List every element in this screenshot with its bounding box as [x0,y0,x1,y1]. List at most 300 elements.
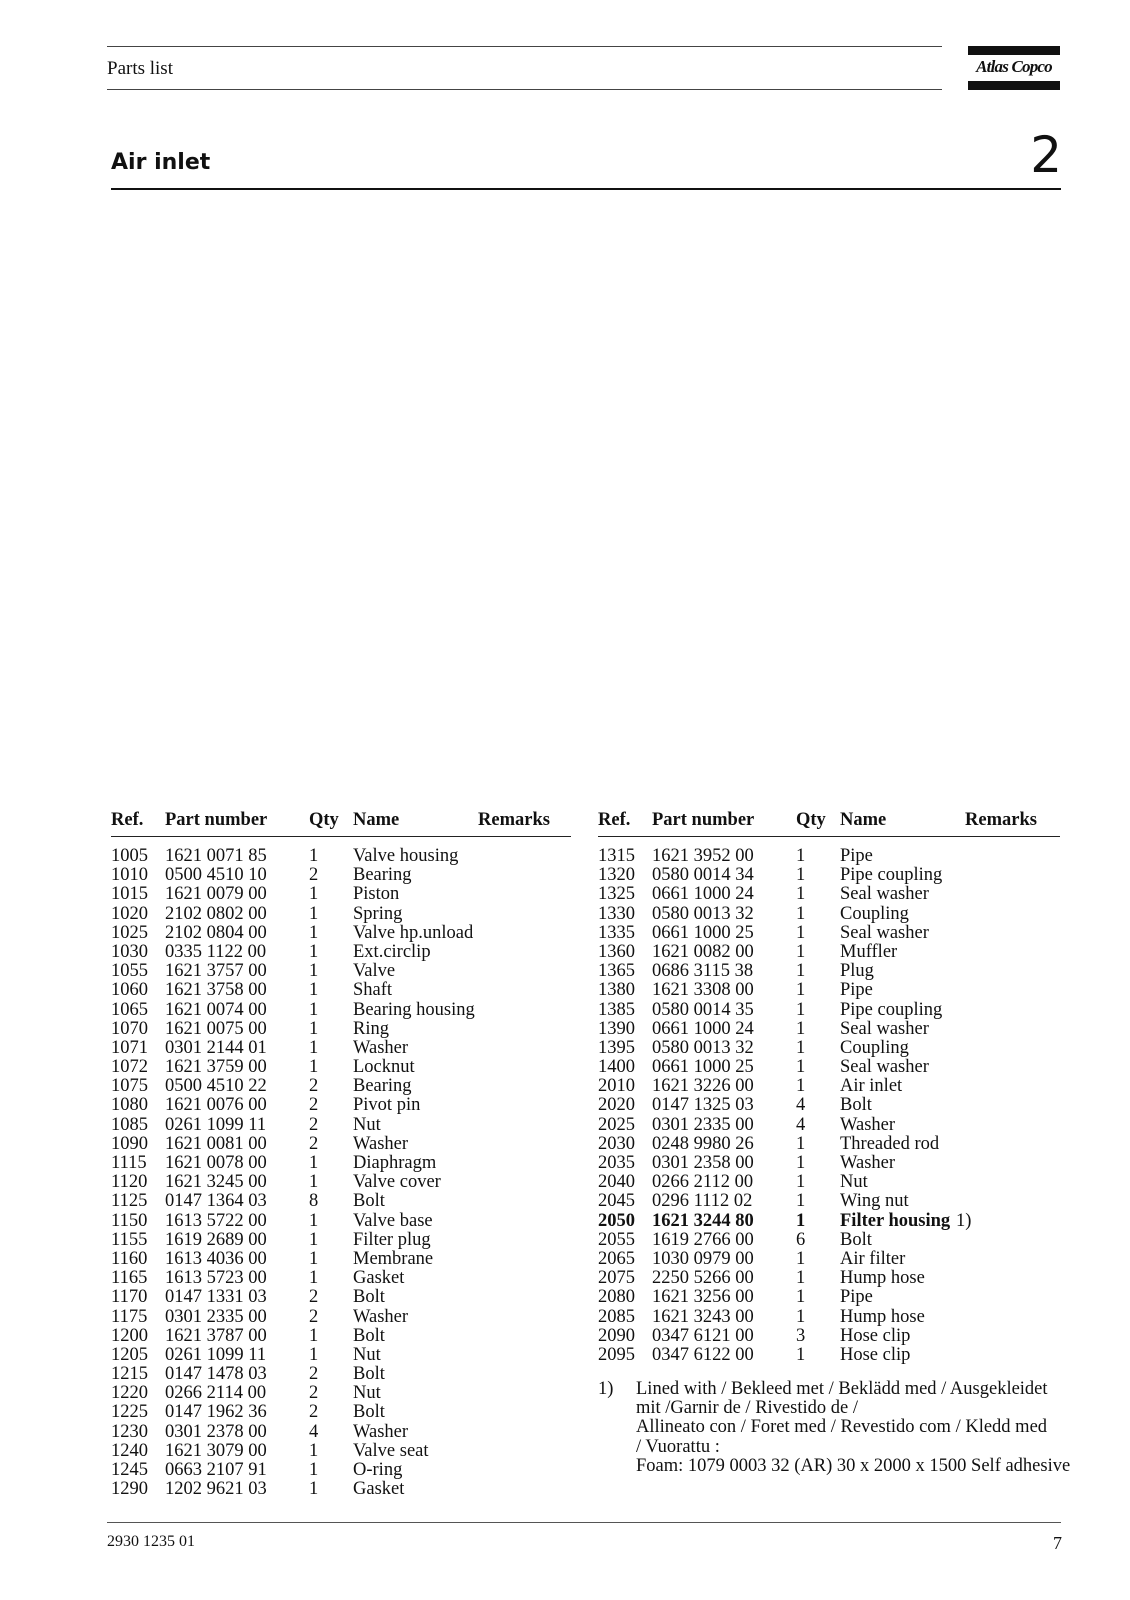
name-cell: Diaphragm [353,1153,437,1173]
part-number-cell: 1621 0076 00 [165,1095,267,1116]
footnote-line: mit /Garnir de / Rivestido de / [636,1398,858,1419]
table-row [111,1020,571,1039]
qty-cell: 1 [309,1210,319,1231]
qty-cell: 1 [309,1440,319,1461]
part-number-cell: 0301 2144 01 [165,1037,267,1058]
name-cell: Pipe coupling [840,999,943,1020]
name-cell: Air filter [840,1248,906,1269]
table-row [111,885,571,904]
name-cell: Bearing [353,865,412,886]
qty-cell: 2 [309,1133,319,1154]
table-row [598,1288,1060,1307]
ref-cell: 1115 [111,1153,147,1173]
qty-cell: 1 [309,1153,319,1173]
ref-cell: 1395 [598,1037,635,1058]
name-cell: Valve cover [353,1172,441,1193]
ref-cell: 2020 [598,1095,635,1116]
name-cell: Washer [353,1133,409,1154]
table-header [598,810,1060,837]
qty-cell: 1 [309,999,319,1020]
name-cell: Bearing housing [353,999,475,1020]
footnote-line: Allineato con / Foret med / Revestido com / Kledd med [636,1417,1048,1438]
table-row [111,847,571,866]
title-rule [111,188,1061,190]
header-label: Parts list [107,58,173,79]
name-cell: Air inlet [840,1076,903,1097]
qty-cell: 1 [796,961,806,982]
table-row [111,1442,571,1461]
footnote-marker: 1) [598,1379,614,1399]
name-cell: Ring [353,1018,389,1039]
part-number-cell: 1621 3226 00 [652,1076,754,1097]
ref-cell: 1240 [111,1440,148,1461]
name-cell: Washer [353,1037,409,1058]
ref-cell: 1071 [111,1037,148,1058]
qty-cell: 1 [309,961,319,982]
name-cell: Pivot pin [353,1095,421,1116]
name-cell: Bolt [840,1229,872,1250]
name-cell: Washer [353,1421,409,1442]
name-cell: Hose clip [840,1325,911,1346]
qty-cell: 6 [796,1229,806,1250]
part-number-cell: 1621 3308 00 [652,980,754,1001]
ref-cell: 1085 [111,1114,148,1135]
ref-cell: 1320 [598,865,635,886]
part-number-cell: 1621 3256 00 [652,1287,754,1308]
part-number-cell: 1621 0078 00 [165,1153,267,1173]
header-qty: Qty [796,810,826,830]
part-number-cell: 1621 3759 00 [165,1057,267,1078]
qty-cell: 2 [309,1364,319,1385]
part-number-cell: 1202 9621 03 [165,1479,267,1500]
part-number-cell: 0580 0013 32 [652,903,754,924]
qty-cell: 1 [796,1191,806,1212]
name-cell: Valve housing [353,846,459,866]
ref-cell: 1290 [111,1479,148,1500]
ref-cell: 1205 [111,1344,148,1365]
name-cell: Bolt [840,1095,872,1116]
part-number-cell: 0266 2112 00 [652,1172,754,1193]
table-row [598,1058,1060,1077]
table-row [598,1116,1060,1135]
ref-cell: 1125 [111,1191,148,1212]
part-number-cell: 1621 3787 00 [165,1325,267,1346]
ref-cell: 1030 [111,941,148,962]
name-cell: Nut [840,1172,868,1193]
table-row [598,924,1060,943]
part-number-cell: 1621 0074 00 [165,999,267,1020]
name-cell: Washer [840,1114,896,1135]
name-cell: Muffler [840,941,898,962]
qty-cell: 2 [309,1076,319,1097]
ref-cell: 1060 [111,980,148,1001]
part-number-cell: 0301 2335 00 [652,1114,754,1135]
qty-cell: 1 [309,1344,319,1365]
table-row [111,1039,571,1058]
ref-cell: 2085 [598,1306,635,1327]
ref-cell: 2045 [598,1191,635,1212]
qty-cell: 1 [796,1344,806,1365]
header-qty: Qty [309,810,339,830]
ref-cell: 1230 [111,1421,148,1442]
table-row [598,1192,1060,1211]
table-row [111,962,571,981]
name-cell: Bolt [353,1191,385,1212]
table-row [111,1346,571,1365]
qty-cell: 1 [309,1460,319,1480]
ref-cell: 1165 [111,1268,148,1289]
ref-cell: 1390 [598,1018,635,1039]
table-row [111,1173,571,1192]
part-number-cell: 0266 2114 00 [165,1383,267,1404]
part-number-cell: 0661 1000 25 [652,922,754,943]
name-cell: Washer [353,1306,409,1327]
part-number-cell: 1619 2766 00 [652,1229,754,1250]
ref-cell: 1225 [111,1402,148,1423]
ref-cell: 1005 [111,846,148,866]
ref-cell: 1075 [111,1076,148,1097]
qty-cell: 1 [796,1306,806,1327]
qty-cell: 1 [309,1172,319,1193]
qty-cell: 2 [309,1383,319,1404]
table-header [111,810,571,837]
header-remarks: Remarks [478,810,550,830]
qty-cell: 1 [309,1057,319,1078]
name-cell: Hump hose [840,1306,925,1327]
part-number-cell: 1621 0075 00 [165,1018,267,1039]
qty-cell: 2 [309,1402,319,1423]
ref-cell: 1055 [111,961,148,982]
name-cell: Valve hp.unload [353,922,474,943]
name-cell: Coupling [840,903,909,924]
ref-cell: 1065 [111,999,148,1020]
table-row [111,1269,571,1288]
qty-cell: 1 [309,1268,319,1289]
ref-cell: 2055 [598,1229,635,1250]
qty-cell: 1 [796,941,806,962]
part-number-cell: 0500 4510 10 [165,865,267,886]
table-row [598,1020,1060,1039]
part-number-cell: 1613 5722 00 [165,1210,267,1231]
table-body [111,847,571,1499]
part-number-cell: 0301 2358 00 [652,1153,754,1173]
table-row [598,1327,1060,1346]
footer-rule [107,1522,1061,1523]
ref-cell: 1120 [111,1172,148,1193]
part-number-cell: 1621 3757 00 [165,961,267,982]
name-cell: Threaded rod [840,1133,940,1154]
table-row [111,1077,571,1096]
table-row [111,1135,571,1154]
qty-cell: 1 [796,1057,806,1078]
table-row [111,1116,571,1135]
qty-cell: 1 [796,1037,806,1058]
qty-cell: 1 [309,884,319,905]
ref-cell: 1220 [111,1383,148,1404]
qty-cell: 1 [796,1153,806,1173]
part-number-cell: 1613 5723 00 [165,1268,267,1289]
table-row [598,1001,1060,1020]
parts-table-right [598,810,1060,1365]
qty-cell: 1 [796,1210,806,1231]
section-number: 2 [1030,126,1062,184]
header-name: Name [353,810,400,830]
qty-cell: 1 [796,865,806,886]
table-row [598,1077,1060,1096]
page-number: 7 [1053,1533,1062,1553]
ref-cell: 1072 [111,1057,148,1078]
part-number-cell: 1621 3079 00 [165,1440,267,1461]
table-row [598,866,1060,885]
table-row [111,1154,571,1173]
table-row [598,943,1060,962]
part-number-cell: 1621 0079 00 [165,884,267,905]
qty-cell: 1 [309,941,319,962]
table-row [111,1212,571,1231]
name-cell: Spring [353,903,403,924]
name-cell: O-ring [353,1460,403,1480]
table-row [598,1096,1060,1115]
part-number-cell: 0580 0014 34 [652,865,754,886]
part-number-cell: 1621 0082 00 [652,941,754,962]
name-cell: Valve seat [353,1440,429,1461]
ref-cell: 1090 [111,1133,148,1154]
header-name: Name [840,810,887,830]
part-number-cell: 0261 1099 11 [165,1344,267,1365]
part-number-cell: 0580 0014 35 [652,999,754,1020]
ref-cell: 1175 [111,1306,148,1327]
header-top-rule [107,46,942,47]
qty-cell: 1 [796,1018,806,1039]
part-number-cell: 0301 2378 00 [165,1421,267,1442]
ref-cell: 1025 [111,922,148,943]
qty-cell: 1 [796,903,806,924]
ref-cell: 1385 [598,999,635,1020]
name-cell: Pipe [840,1287,873,1308]
ref-cell: 1335 [598,922,635,943]
header-part-number: Part number [652,810,755,830]
header-bottom-rule [107,89,942,90]
name-cell: Filter housing [840,1210,951,1231]
part-number-cell: 0301 2335 00 [165,1306,267,1327]
part-number-cell: 0347 6122 00 [652,1344,754,1365]
part-number-cell: 2250 5266 00 [652,1268,754,1289]
qty-cell: 1 [796,999,806,1020]
ref-cell: 2090 [598,1325,635,1346]
name-cell: Coupling [840,1037,909,1058]
qty-cell: 1 [309,903,319,924]
ref-cell: 1020 [111,903,148,924]
part-number-cell: 1621 0071 85 [165,846,267,866]
part-number-cell: 1621 3243 00 [652,1306,754,1327]
ref-cell: 1150 [111,1210,148,1231]
table-row [111,1480,571,1499]
table-row [111,1250,571,1269]
table-row [111,1403,571,1422]
qty-cell: 2 [309,1306,319,1327]
ref-cell: 2040 [598,1172,635,1193]
name-cell: Plug [840,961,874,982]
footnote-text [636,1379,1071,1476]
name-cell: Filter plug [353,1229,431,1250]
part-number-cell: 1621 3244 80 [652,1210,754,1231]
table-row [598,1308,1060,1327]
qty-cell: 1 [309,1248,319,1269]
qty-cell: 1 [796,922,806,943]
footnote-line: Foam: 1079 0003 32 (AR) 30 x 2000 x 1500 Self adhesive [636,1455,1071,1476]
part-number-cell: 0686 3115 38 [652,961,754,982]
qty-cell: 2 [309,865,319,886]
qty-cell: 4 [796,1095,806,1116]
part-number-cell: 1621 0081 00 [165,1133,267,1154]
atlas-copco-logo [968,46,1060,90]
name-cell: Bolt [353,1364,385,1385]
part-number-cell: 0147 1325 03 [652,1095,754,1116]
name-cell: Bolt [353,1325,385,1346]
qty-cell: 1 [796,884,806,905]
ref-cell: 1155 [111,1229,148,1250]
table-row [111,924,571,943]
table-row [598,1212,1060,1231]
table-row [598,1135,1060,1154]
qty-cell: 4 [309,1421,319,1442]
name-cell: Bolt [353,1287,385,1308]
ref-cell: 1360 [598,941,635,962]
header-remarks: Remarks [965,810,1037,830]
table-row [111,1231,571,1250]
part-number-cell: 1621 3952 00 [652,846,754,866]
table-row [111,1192,571,1211]
qty-cell: 1 [796,1268,806,1289]
ref-cell: 2050 [598,1210,635,1231]
name-cell: Piston [353,884,400,905]
ref-cell: 1160 [111,1248,148,1269]
name-cell: Bolt [353,1402,385,1423]
logo-text: Atlas Copco [976,57,1052,76]
table-row [111,1384,571,1403]
ref-cell: 2080 [598,1287,635,1308]
name-cell: Gasket [353,1268,405,1289]
table-row [111,866,571,885]
part-number-cell: 0500 4510 22 [165,1076,267,1097]
table-row [111,1058,571,1077]
name-cell: Valve base [353,1210,433,1231]
ref-cell: 1170 [111,1287,148,1308]
qty-cell: 2 [309,1287,319,1308]
name-cell: Nut [353,1114,381,1135]
name-cell: Wing nut [840,1191,909,1212]
qty-cell: 1 [796,1287,806,1308]
part-number-cell: 1613 4036 00 [165,1248,267,1269]
qty-cell: 1 [796,1248,806,1269]
qty-cell: 1 [796,980,806,1001]
part-number-cell: 0663 2107 91 [165,1460,267,1480]
header-ref: Ref. [111,810,144,830]
table-row [598,885,1060,904]
table-row [111,1288,571,1307]
name-cell: Seal washer [840,922,929,943]
name-cell: Washer [840,1153,896,1173]
qty-cell: 1 [309,1037,319,1058]
header-ref: Ref. [598,810,631,830]
table-row [598,1231,1060,1250]
part-number-cell: 0147 1478 03 [165,1364,267,1385]
table-body [598,847,1060,1365]
name-cell: Pipe [840,980,873,1001]
table-row [111,1308,571,1327]
part-number-cell: 2102 0802 00 [165,903,267,924]
name-cell: Pipe coupling [840,865,943,886]
table-row [111,981,571,1000]
name-cell: Nut [353,1383,381,1404]
name-cell: Gasket [353,1479,405,1500]
table-row [111,905,571,924]
qty-cell: 1 [309,922,319,943]
qty-cell: 2 [309,1114,319,1135]
qty-cell: 1 [309,1229,319,1250]
table-row [111,1423,571,1442]
qty-cell: 4 [796,1114,806,1135]
table-row [111,1461,571,1480]
qty-cell: 1 [309,980,319,1001]
footnote-line: Lined with / Bekleed met / Beklädd med / Ausgekleidet [636,1379,1048,1399]
part-number-cell: 0347 6121 00 [652,1325,754,1346]
part-number-cell: 0661 1000 24 [652,884,754,905]
ref-cell: 1200 [111,1325,148,1346]
part-number-cell: 0147 1364 03 [165,1191,267,1212]
qty-cell: 8 [309,1191,319,1212]
ref-cell: 1070 [111,1018,148,1039]
ref-cell: 2065 [598,1248,635,1269]
remarks-cell: 1) [956,1210,972,1231]
qty-cell: 1 [796,1133,806,1154]
part-number-cell: 0147 1962 36 [165,1402,267,1423]
name-cell: Hose clip [840,1344,911,1365]
qty-cell: 1 [309,846,319,866]
table-row [598,1039,1060,1058]
ref-cell: 2025 [598,1114,635,1135]
qty-cell: 2 [309,1095,319,1116]
table-row [598,1154,1060,1173]
name-cell: Locknut [353,1057,415,1078]
table-row [111,1327,571,1346]
qty-cell: 1 [796,1076,806,1097]
ref-cell: 1365 [598,961,635,982]
name-cell: Membrane [353,1248,434,1269]
qty-cell: 1 [309,1479,319,1500]
footnote-line: / Vuorattu : [636,1436,720,1457]
table-row [598,962,1060,981]
table-row [111,1096,571,1115]
part-number-cell: 1030 0979 00 [652,1248,754,1269]
table-row [598,1250,1060,1269]
ref-cell: 1330 [598,903,635,924]
qty-cell: 1 [796,846,806,866]
table-row [111,943,571,962]
ref-cell: 2095 [598,1344,635,1365]
table-row [598,981,1060,1000]
name-cell: Nut [353,1344,381,1365]
name-cell: Pipe [840,846,873,866]
name-cell: Ext.circlip [353,941,431,962]
parts-table-left [111,810,571,1499]
table-row [598,1346,1060,1365]
qty-cell: 3 [796,1325,806,1346]
ref-cell: 1010 [111,865,148,886]
part-number-cell: 0147 1331 03 [165,1287,267,1308]
ref-cell: 1315 [598,846,635,866]
ref-cell: 1080 [111,1095,148,1116]
